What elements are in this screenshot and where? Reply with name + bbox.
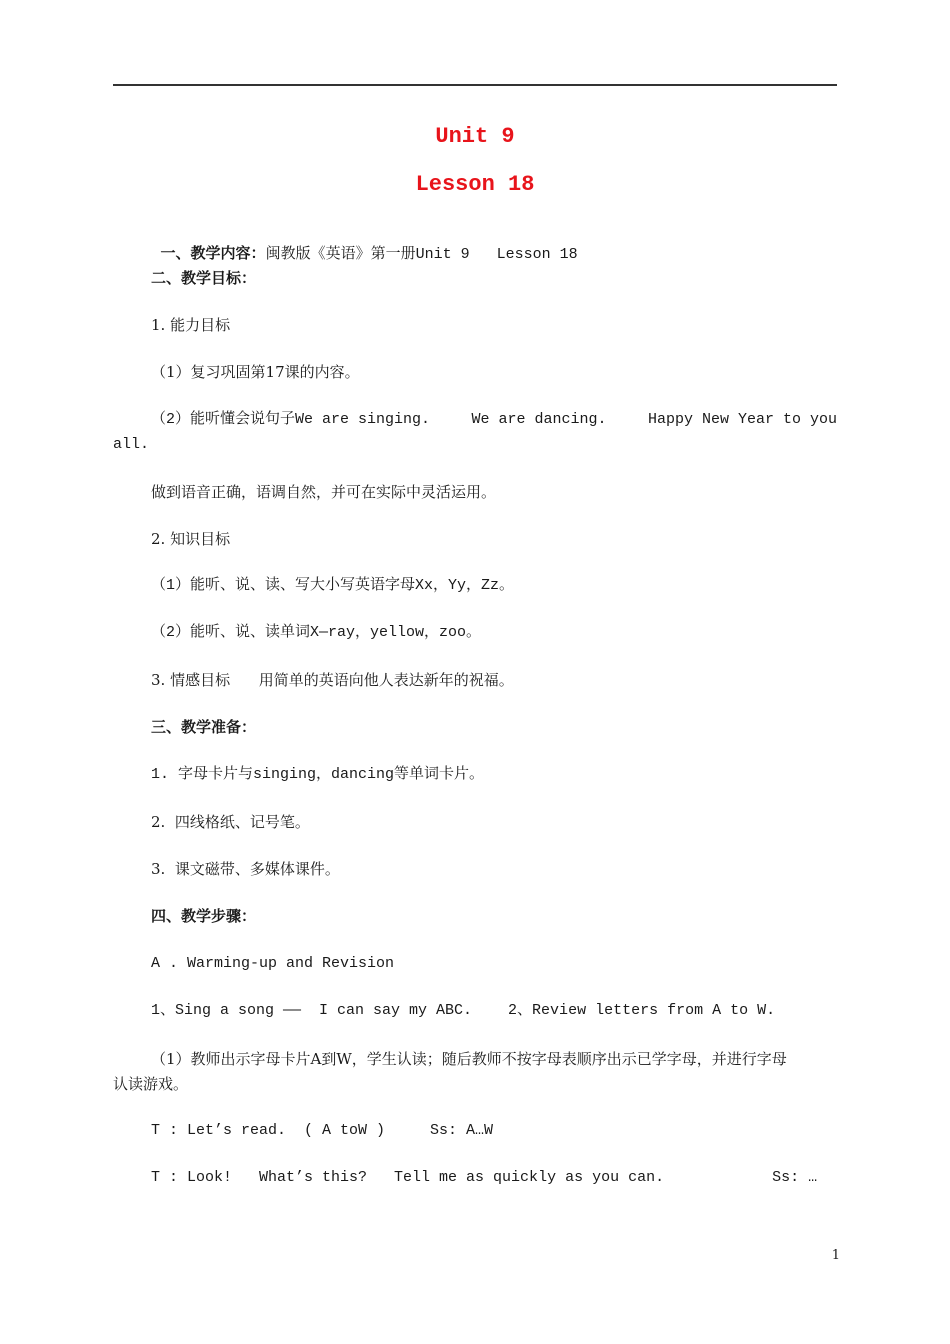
goal-ability-item-3: 做到语音正确，语调自然，并可在实际中灵活运用。 bbox=[151, 483, 497, 501]
goal-ability-item-2-line-1 bbox=[113, 407, 837, 432]
prep-item-2: 2. 四线格纸、记号笔。 bbox=[151, 813, 310, 831]
section-teaching-goals: 二、教学目标： bbox=[151, 269, 257, 287]
section-label: 一、教学内容： bbox=[160, 244, 266, 262]
goal-knowledge-item-1: （1）能听、说、读、写大小写英语字母Xx，Yy，Zz。 bbox=[151, 577, 515, 594]
prep-item-1: 1. 字母卡片与singing，dancing等单词卡片。 bbox=[151, 766, 485, 783]
goal-ability-item-2-line-2: all. bbox=[113, 436, 150, 453]
goal-sentence-part: We are dancing. bbox=[471, 411, 607, 428]
step-1-item-1 bbox=[113, 1047, 837, 1097]
goal-emotion: 3. 情感目标 用简单的英语向他人表达新年的祝福。 bbox=[151, 671, 514, 689]
page-number: 1 bbox=[831, 1248, 840, 1263]
dialog-line-2: T : Look! What’s this? Tell me as quickly as you can. Ss: … bbox=[151, 1169, 818, 1186]
goal-knowledge: 2. 知识目标 bbox=[151, 530, 231, 548]
step-1-item-1-line-1: （1）教师出示字母卡片A到W，学生认读；随后教师不按字母表顺序出示已学字母，并进行字母 bbox=[151, 1050, 787, 1068]
goal-knowledge-item-2: （2）能听、说、读单词X—ray，yellow，zoo。 bbox=[151, 624, 482, 641]
step-a: A . Warming-up and Revision bbox=[151, 955, 395, 972]
section-text: 闽教版《英语》第一册Unit 9 Lesson 18 bbox=[265, 246, 578, 263]
goal-ability-item-1: （1）复习巩固第17课的内容。 bbox=[151, 363, 360, 381]
goal-sentence-part: Happy New Year to you bbox=[647, 411, 837, 428]
step-1: 1、Sing a song —— I can say my ABC. 2、Review letters from A to W. bbox=[151, 1002, 776, 1019]
title-lesson: Lesson 18 bbox=[415, 172, 535, 197]
header-rule bbox=[113, 84, 837, 86]
dialog-line-1: T : Let’s read. ( A toW ) Ss: A…W bbox=[151, 1122, 494, 1139]
goal-sentence-part: （2）能听懂会说句子We are singing. bbox=[151, 411, 431, 428]
goal-ability-item-2 bbox=[113, 407, 837, 457]
goal-ability: 1. 能力目标 bbox=[151, 316, 231, 334]
prep-item-3: 3. 课文磁带、多媒体课件。 bbox=[151, 860, 340, 878]
step-1-item-1-line-2: 认读游戏。 bbox=[113, 1075, 189, 1093]
section-teaching-content bbox=[151, 220, 578, 266]
section-teaching-steps: 四、教学步骤： bbox=[151, 907, 257, 925]
section-teaching-preparation: 三、教学准备： bbox=[151, 718, 257, 736]
title-unit: Unit 9 bbox=[435, 124, 515, 149]
